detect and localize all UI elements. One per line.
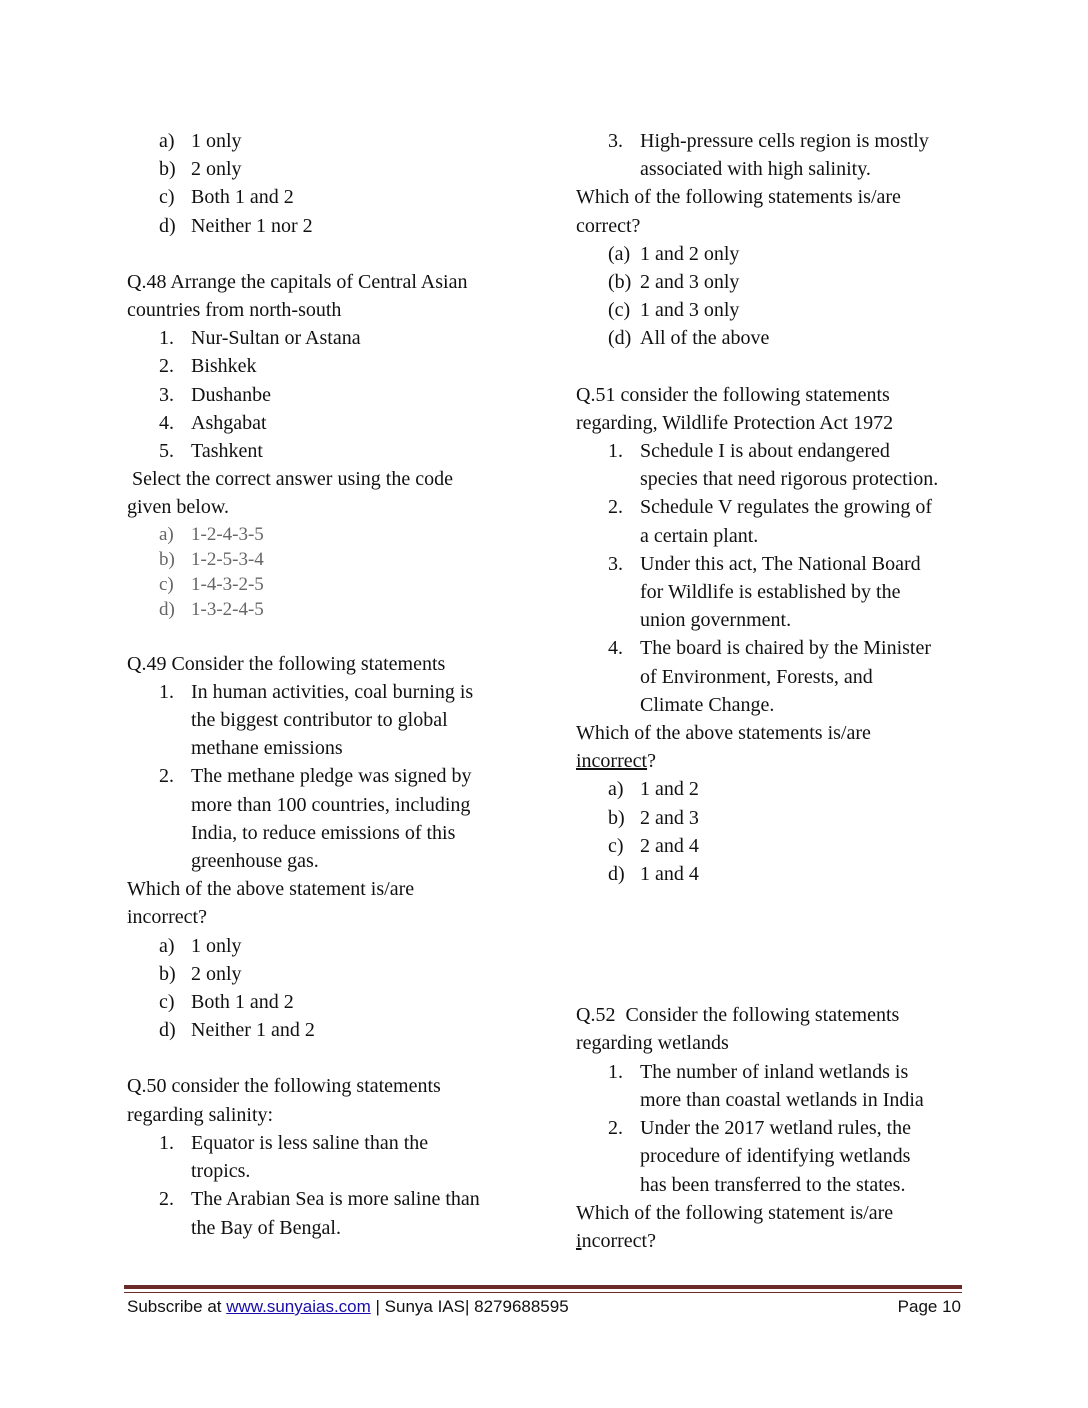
q48-option-c: c) 1-4-3-2-5 <box>159 573 264 595</box>
q50-item: 2. The Arabian Sea is more saline than the Bay of Bengal. <box>159 1188 480 1239</box>
q48-option-d: d) 1-3-2-4-5 <box>159 598 264 620</box>
q51-ask: Which of the above statements is/are <box>576 722 871 745</box>
q50-option-b: (b) 2 and 3 only <box>608 271 740 294</box>
q52-ask: Which of the following statement is/are <box>576 1201 894 1224</box>
q48-item: 3. Dushanbe <box>159 383 271 406</box>
q49-option-c: c) Both 1 and 2 <box>159 991 294 1014</box>
page-number: Page 10 <box>897 1297 961 1316</box>
q50-item: 1. Equator is less saline than the tropics. <box>159 1131 429 1183</box>
footer-rule <box>124 1285 962 1289</box>
q51-item: 1. Schedule I is about endangered species that need rigorous protection. <box>608 440 939 491</box>
q51-item: 4. The board is chaired by the Minister of Environment, Forests, and Climate Change. <box>608 637 932 716</box>
q47-option-a: a) 1 only <box>159 130 242 152</box>
q49-title: Q.49 Consider the following statements <box>127 652 446 675</box>
q52-title: Q.52 Consider the following statements <box>576 1004 900 1027</box>
footer-rule-thin <box>124 1292 962 1293</box>
q52-item: 2. Under the 2017 wetland rules, the procedure of identifying wetlands has been transferred to the states. <box>608 1117 912 1196</box>
q48-item: 1. Nur-Sultan or Astana <box>159 327 361 350</box>
q50-title: Q.50 consider the following statements <box>127 1075 441 1098</box>
page-footer: Subscribe at www.sunyaias.com | Sunya IAS| 8279688595 Page 10 <box>127 1297 961 1316</box>
right-column: 3. High-pressure cells region is mostly associated with high salinity. Which of the following statements is/are correct? (a) 1 and 2 only (b) 2 and 3 only (c) 1 and 3 only (d) All of the above Q.51 consider the following statements regarding, Wildlife Protection Act 1972 1. Schedule I is about endangered species that need rigorous protection. 2. Schedule V regulates the growing of a certain plant. 3. Under this act, The National Board for Wildlife is established by the union government. 4. The board is chaired by the Minister of Environment, Forests, and Climate Change. Which of the above statements is/are incorrect? a) 1 and 2 b) 2 and 3 c) 2 and 4 d) 1 and 4 Q.52 Consider the following statements regarding wetlands 1. The number of inland wetlands is more than coastal wetlands in India 2. Under the 2017 wetland rules, the procedure of identifying wetlands has been transferred to the states. Which of the following statement is/are incorrect? <box>576 127 976 1255</box>
q51-item: 3. Under this act, The National Board for Wildlife is established by the union government. <box>608 552 921 632</box>
q48-item: 5. Tashkent <box>159 440 263 463</box>
q50-item: 3. High-pressure cells region is mostly associated with high salinity. <box>608 130 929 181</box>
q47-option-c: c) Both 1 and 2 <box>159 186 294 209</box>
q49-item: 1. In human activities, coal burning is the biggest contributor to global methane emissions <box>159 680 474 760</box>
q48-instruction: Select the correct answer using the code <box>127 468 453 491</box>
q51-option-d: d) 1 and 4 <box>608 863 699 886</box>
q47-option-b: b) 2 only <box>159 158 242 181</box>
q48-title: Q.48 Arrange the capitals of Central Asian <box>127 270 468 293</box>
website-link[interactable]: www.sunyaias.com <box>226 1297 371 1316</box>
q50-option-a: (a) 1 and 2 only <box>608 242 740 265</box>
q51-item: 2. Schedule V regulates the growing of a certain plant. <box>608 496 932 547</box>
q49-option-b: b) 2 only <box>159 962 242 985</box>
q51-option-b: b) 2 and 3 <box>608 806 699 829</box>
q48-option-b: b) 1-2-5-3-4 <box>159 548 264 570</box>
q48-item: 4. Ashgabat <box>159 411 267 434</box>
q52-item: 1. The number of inland wetlands is more than coastal wetlands in India <box>608 1060 924 1111</box>
q49-ask: Which of the above statement is/are <box>127 878 415 901</box>
q49-item: 2. The methane pledge was signed by more than 100 countries, including India, to reduce emissions of this greenhouse gas. <box>159 765 472 873</box>
q50-option-c: (c) 1 and 3 only <box>608 299 740 322</box>
q48-item: 2. Bishkek <box>159 355 257 378</box>
q48-option-a: a) 1-2-4-3-5 <box>159 523 264 545</box>
q47-option-d: d) Neither 1 nor 2 <box>159 214 313 237</box>
left-column: a) 1 only b) 2 only c) Both 1 and 2 d) Neither 1 nor 2 Q.48 Arrange the capitals of Central Asian countries from north-south 1. Nur-Sultan or Astana 2. Bishkek 3. Dushanbe 4. Ashgabat 5. Tashkent Select the correct answer using the code given below. a) 1-2-4-3-5 b) 1-2-5-3-4 c) 1-4-3-2-5 d) 1-3-2-4-5 Q.49 Consider the following statements 1. In human activities, coal burning is the biggest contributor to global methane emissions 2. The methane pledge was signed by more than 100 countries, including India, to reduce emissions of this greenhouse gas. Which of the above statement is/are incorrect? a) 1 only b) 2 only c) Both 1 and 2 d) Neither 1 and 2 Q.50 consider the following statements regarding salinity: 1. Equator is less saline than the tropics. 2. The Arabian Sea is more saline than the Bay of Bengal. <box>127 127 527 1242</box>
q50-ask: Which of the following statements is/are <box>576 186 901 209</box>
q50-option-d: (d) All of the above <box>608 327 770 350</box>
q49-option-a: a) 1 only <box>159 934 242 957</box>
q49-option-d: d) Neither 1 and 2 <box>159 1019 315 1042</box>
q51-option-a: a) 1 and 2 <box>608 778 699 801</box>
q51-option-c: c) 2 and 4 <box>608 834 699 857</box>
q51-title: Q.51 consider the following statements <box>576 383 890 406</box>
